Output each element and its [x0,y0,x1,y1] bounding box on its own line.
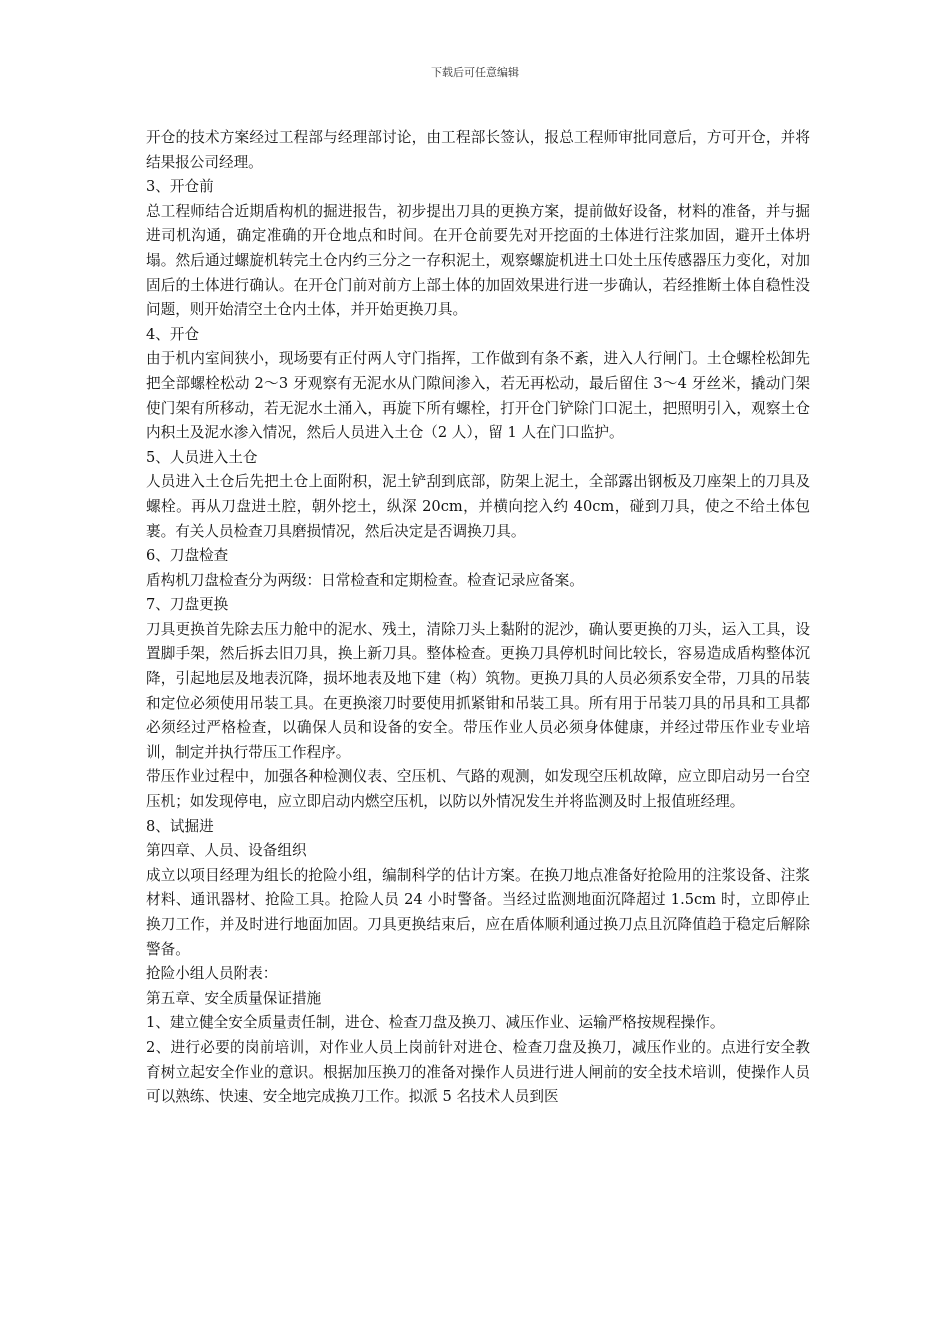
document-body [146,126,810,1110]
paragraph: 总工程师结合近期盾构机的掘进报告，初步提出刀具的更换方案，提前做好设备，材料的准备，并与掘进司机沟通，确定准确的开仓地点和时间。在开仓前要先对开挖面的土体进行注浆加固，避开土体坍塌。然后通过螺旋机转完土仓内约三分之一存积泥土，观察螺旋机进土口处土压传感器压力变化，对加固后的土体进行确认。在开仓门前对前方上部土体的加固效果进行进一步确认，若经推断土体自稳性没问题，则开始清空土仓内土体，并开始更换刀具。 [146,202,810,319]
list-item: 1、建立健全安全质量责任制，进仓、检查刀盘及换刀、减压作业、运输严格按规程操作。 [146,1014,725,1032]
list-item: 2、进行必要的岗前培训，对作业人员上岗前针对进仓、检查刀盘及换刀，减压作业的。点进行安全教育树立起安全作业的意识。根据加压换刀的准备对操作人员进行进人闸前的安全技术培训，使操作人员可以熟练、快速、安全地完成换刀工作。拟派 5 名技术人员到医 [146,1038,810,1106]
page-header: 下载后可任意编辑 [431,66,519,79]
paragraph: 由于机内室间狭小，现场要有正付两人守门指挥，工作做到有条不紊，进入人行闸门。土仓螺栓松卸先把全部螺栓松动 2～3 牙观察有无泥水从门隙间渗入，若无再松动，最后留住 3～4 牙丝米，撬动门架使门架有所移动，若无泥水土涌入，再旋下所有螺栓，打开仓门铲除门口泥土，把照明引入，观察土仓内积土及泥水渗入情况，然后人员进入土仓（2 人），留 1 人在门口监护。 [146,350,810,442]
paragraph: 成立以项目经理为组长的抢险小组，编制科学的估计方案。在换刀地点准备好抢险用的注浆设备、注浆材料、通讯器材、抢险工具。抢险人员 24 小时警备。当经过监测地面沉降超过 1.5cm 时，立即停止换刀工作，并及时进行地面加固。刀具更换结束后，应在盾体顺利通过换刀点且沉降值趋于稳定后解除警备。 [146,866,810,958]
section-heading: 8、试掘进 [146,817,214,835]
section-heading: 6、刀盘检查 [146,547,229,565]
paragraph: 盾构机刀盘检查分为两级：日常检查和定期检查。检查记录应备案。 [146,571,584,589]
chapter-heading: 第四章、人员、设备组织 [146,842,307,860]
paragraph: 带压作业过程中，加强各种检测仪表、空压机、气路的观测，如发现空压机故障，应立即启动另一台空压机；如发现停电，应立即启动内燃空压机，以防以外情况发生并将监测及时上报值班经理。 [146,768,810,811]
paragraph: 刀具更换首先除去压力舱中的泥水、残土，清除刀头上黏附的泥沙，确认要更换的刀头，运入工具，设置脚手架，然后拆去旧刀具，换上新刀具。整体检查。更换刀具停机时间比较长，容易造成盾构整体沉降，引起地层及地表沉降，损坏地表及地下建（构）筑物。更换刀具的人员必须系安全带，刀具的吊装和定位必须使用吊装工具。在更换滚刀时要使用抓紧钳和吊装工具。所有用于吊装刀具的吊具和工具都必须经过严格检查，以确保人员和设备的安全。带压作业人员必须身体健康，并经过带压作业专业培训，制定并执行带压工作程序。 [146,620,810,761]
paragraph: 人员进入土仓后先把土仓上面附积，泥土铲刮到底部，防架上泥土，全部露出钢板及刀座架上的刀具及螺栓。再从刀盘进土腔，朝外挖土，纵深 20cm，并横向挖入约 40cm，碰到刀具，使之不给土体包裹。有关人员检查刀具磨损情况，然后决定是否调换刀具。 [146,473,810,540]
section-heading: 5、人员进入土仓 [146,448,258,466]
section-heading: 7、刀盘更换 [146,596,229,614]
chapter-heading: 第五章、安全质量保证措施 [146,989,322,1007]
paragraph: 开仓的技术方案经过工程部与经理部讨论，由工程部长签认，报总工程师审批同意后，方可开仓，并将结果报公司经理。 [146,129,810,171]
paragraph: 抢险小组人员附表： [146,965,278,983]
section-heading: 3、开仓前 [146,178,214,196]
section-heading: 4、开仓 [146,325,200,343]
